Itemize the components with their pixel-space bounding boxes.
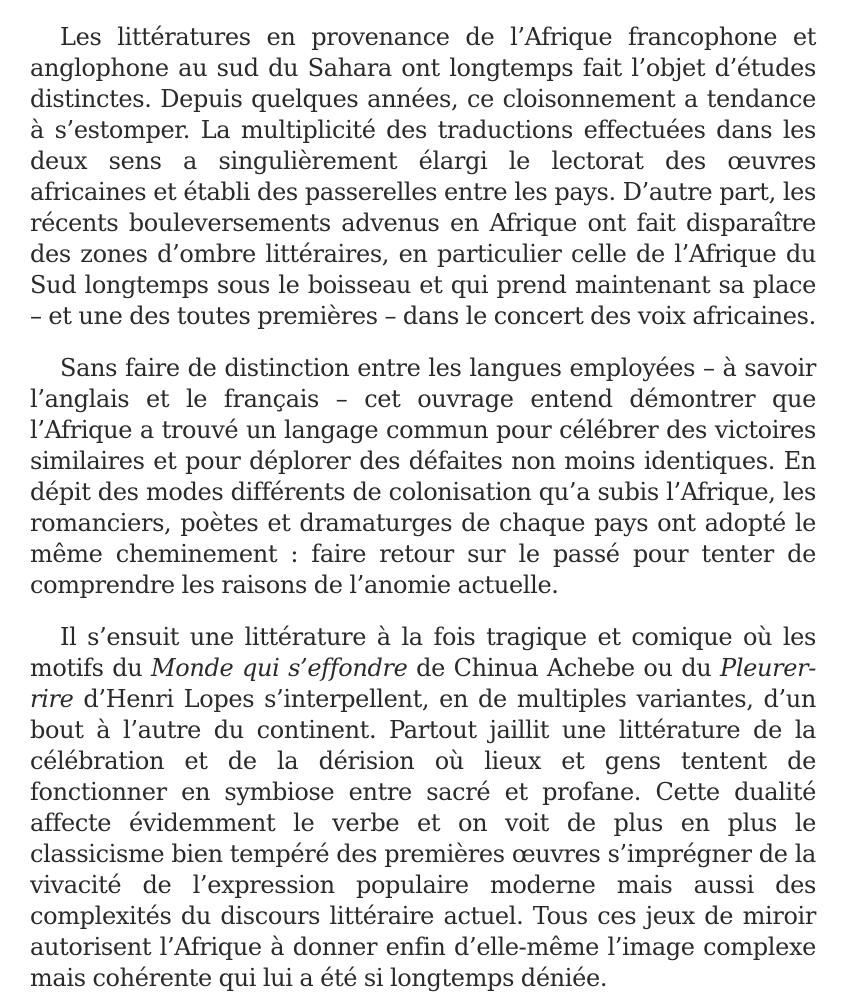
book-title-pleurer-rire: Pleurer-rire (30, 654, 816, 713)
book-title-monde-qui-seffondre: Monde qui s’effondre (151, 654, 408, 682)
paragraph-2: Sans faire de distinction entre les langues employées – à savoir l’anglais et le français – cet ouvrage entend démontrer que l’Afrique a trouvé un langage commun pour célébrer des victoires similaires et pour déplorer des défaites non moins identiques. En dépit des modes différents de colonisation qu’a subis l’Afrique, les romanciers, poètes et dramaturges de chaque pays ont adopté le même cheminement : faire retour sur le passé pour tenter de comprendre les raisons de l’anomie actuelle. (30, 354, 816, 599)
text-page (30, 22, 816, 994)
paragraph-3-text-a: Il s’ensuit une littérature à la fois tragique et comique où les motifs du (30, 623, 816, 682)
paragraph-3-text-c: d’Henri Lopes s’interpellent, en de multiples variantes, d’un bout à l’autre du continent. Partout jaillit une littérature de la célébration et de la dérision où lieux et gens tentent de fonctionner en symbiose entre sacré et profane. Cette dualité affecte évidemment le verbe et on voit de plus en plus le classicisme bien tempéré des premières œuvres s’imprégner de la vivacité de l’expression populaire moderne mais aussi des complexités du discours littéraire actuel. Tous ces jeux de miroir autorisent l’Afrique à donner enfin d’elle-même l’image complexe mais cohérente qui lui a été si longtemps déniée. (30, 685, 816, 992)
paragraph-1: Les littératures en provenance de l’Afrique francophone et anglophone au sud du Sahara ont longtemps fait l’objet d’études distinctes. Depuis quelques années, ce cloisonnement a tendance à s’estomper. La multiplicité des traductions effectuées dans les deux sens a singulièrement élargi le lectorat des œuvres africaines et établi des passerelles entre les pays. D’autre part, les récents bouleversements advenus en Afrique ont fait disparaître des zones d’ombre littéraires, en particulier celle de l’Afrique du Sud longtemps sous le boisseau et qui prend maintenant sa place – et une des toutes premières – dans le concert des voix africaines. (30, 23, 816, 330)
paragraph-3 (30, 622, 816, 994)
paragraph-3-text-b: de Chinua Achebe ou du (407, 654, 721, 682)
